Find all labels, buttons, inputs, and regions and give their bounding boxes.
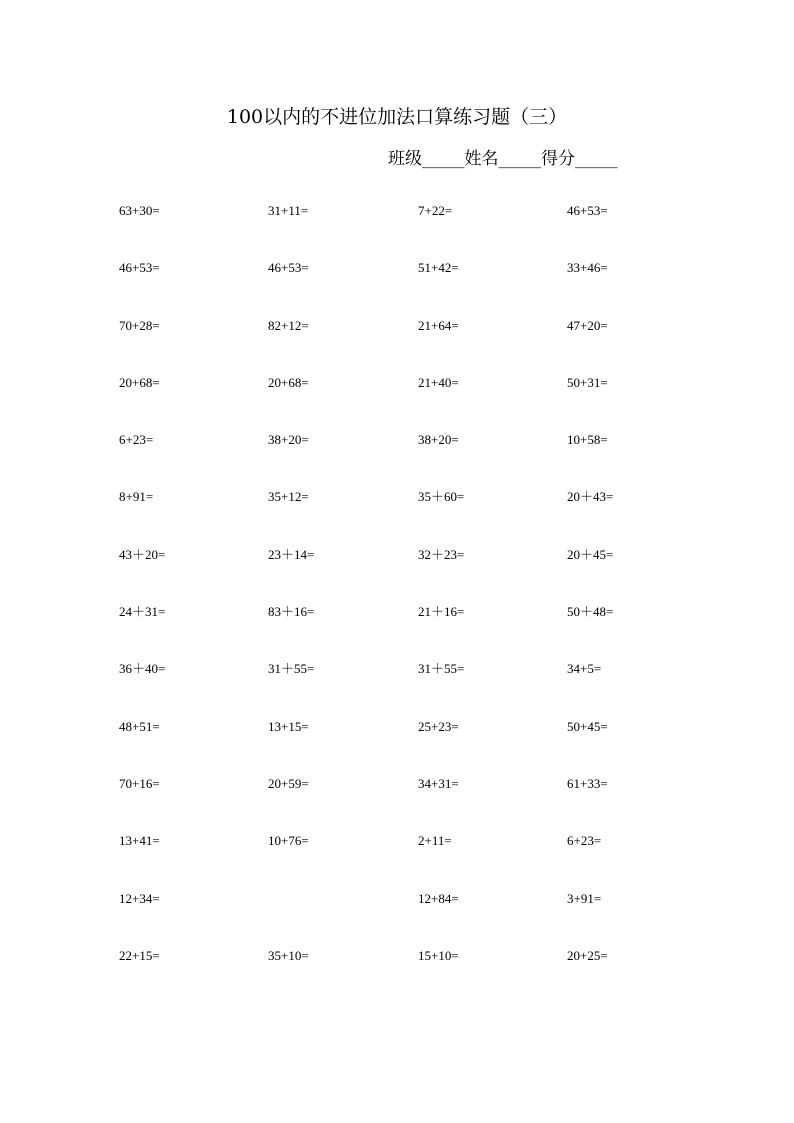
problem-item: 48+51=	[119, 718, 160, 734]
problem-item: 20+68=	[268, 374, 309, 390]
problem-item: 31＋55=	[268, 661, 315, 677]
problem-row	[119, 832, 719, 889]
problem-item: 15+10=	[418, 947, 459, 963]
student-info-line: 班级_____姓名_____得分_____	[388, 149, 618, 169]
problem-row	[119, 488, 719, 545]
problem-row	[119, 431, 719, 488]
problem-item: 3+91=	[567, 890, 602, 906]
problem-item: 12+34=	[119, 890, 160, 906]
problem-item: 51+42=	[418, 260, 459, 276]
problem-item: 20＋43=	[567, 489, 614, 505]
problem-item: 70+28=	[119, 317, 160, 333]
problem-grid	[119, 202, 719, 1004]
problem-item: 36＋40=	[119, 661, 166, 677]
problem-item: 70+16=	[119, 775, 160, 791]
problem-item: 13+41=	[119, 833, 160, 849]
problem-item: 13+15=	[268, 718, 309, 734]
problem-row	[119, 603, 719, 660]
problem-item: 7+22=	[418, 203, 453, 218]
problem-row	[119, 890, 719, 947]
problem-item: 20＋45=	[567, 546, 614, 562]
problem-item: 63+30=	[119, 203, 160, 218]
problem-item: 10+58=	[567, 432, 608, 448]
problem-item: 47+20=	[567, 317, 608, 333]
problem-item: 21+40=	[418, 374, 459, 390]
problem-item: 8+91=	[119, 489, 154, 505]
problem-item: 61+33=	[567, 775, 608, 791]
problem-row	[119, 202, 719, 259]
problem-item: 20+68=	[119, 374, 160, 390]
problem-item: 50+45=	[567, 718, 608, 734]
problem-item: 35＋60=	[418, 489, 465, 505]
problem-item: 46+53=	[567, 203, 608, 218]
problem-item: 25+23=	[418, 718, 459, 734]
worksheet-title: 100以内的不进位加法口算练习题（三）	[226, 106, 568, 128]
problem-row	[119, 259, 719, 316]
problem-item: 20+59=	[268, 775, 309, 791]
problem-row	[119, 660, 719, 717]
problem-row	[119, 775, 719, 832]
problem-row	[119, 718, 719, 775]
problem-item: 12+84=	[418, 890, 459, 906]
problem-item: 46+53=	[119, 260, 160, 276]
problem-item: 34+31=	[418, 775, 459, 791]
problem-item: 35+10=	[268, 947, 309, 963]
problem-item: 82+12=	[268, 317, 309, 333]
problem-item: 10+76=	[268, 833, 309, 849]
problem-item: 38+20=	[418, 432, 459, 448]
problem-item: 21＋16=	[418, 604, 465, 620]
problem-item: 21+64=	[418, 317, 459, 333]
problem-item: 33+46=	[567, 260, 608, 276]
problem-item: 46+53=	[268, 260, 309, 276]
problem-item: 43＋20=	[119, 546, 166, 562]
problem-item: 31＋55=	[418, 661, 465, 677]
problem-item: 35+12=	[268, 489, 309, 505]
problem-item: 50＋48=	[567, 604, 614, 620]
problem-row	[119, 947, 719, 1004]
problem-item: 31+11=	[268, 203, 309, 218]
problem-item: 34+5=	[567, 661, 602, 677]
problem-item: 2+11=	[418, 833, 452, 849]
problem-item: 83＋16=	[268, 604, 315, 620]
problem-item: 23＋14=	[268, 546, 315, 562]
problem-item: 20+25=	[567, 947, 608, 963]
problem-item: 50+31=	[567, 374, 608, 390]
problem-item: 32＋23=	[418, 546, 465, 562]
problem-item: 22+15=	[119, 947, 160, 963]
problem-row	[119, 374, 719, 431]
problem-item: 6+23=	[119, 432, 154, 448]
problem-item: 38+20=	[268, 432, 309, 448]
problem-row	[119, 546, 719, 603]
problem-item: 6+23=	[567, 833, 602, 849]
problem-item: 24＋31=	[119, 604, 166, 620]
problem-row	[119, 317, 719, 374]
